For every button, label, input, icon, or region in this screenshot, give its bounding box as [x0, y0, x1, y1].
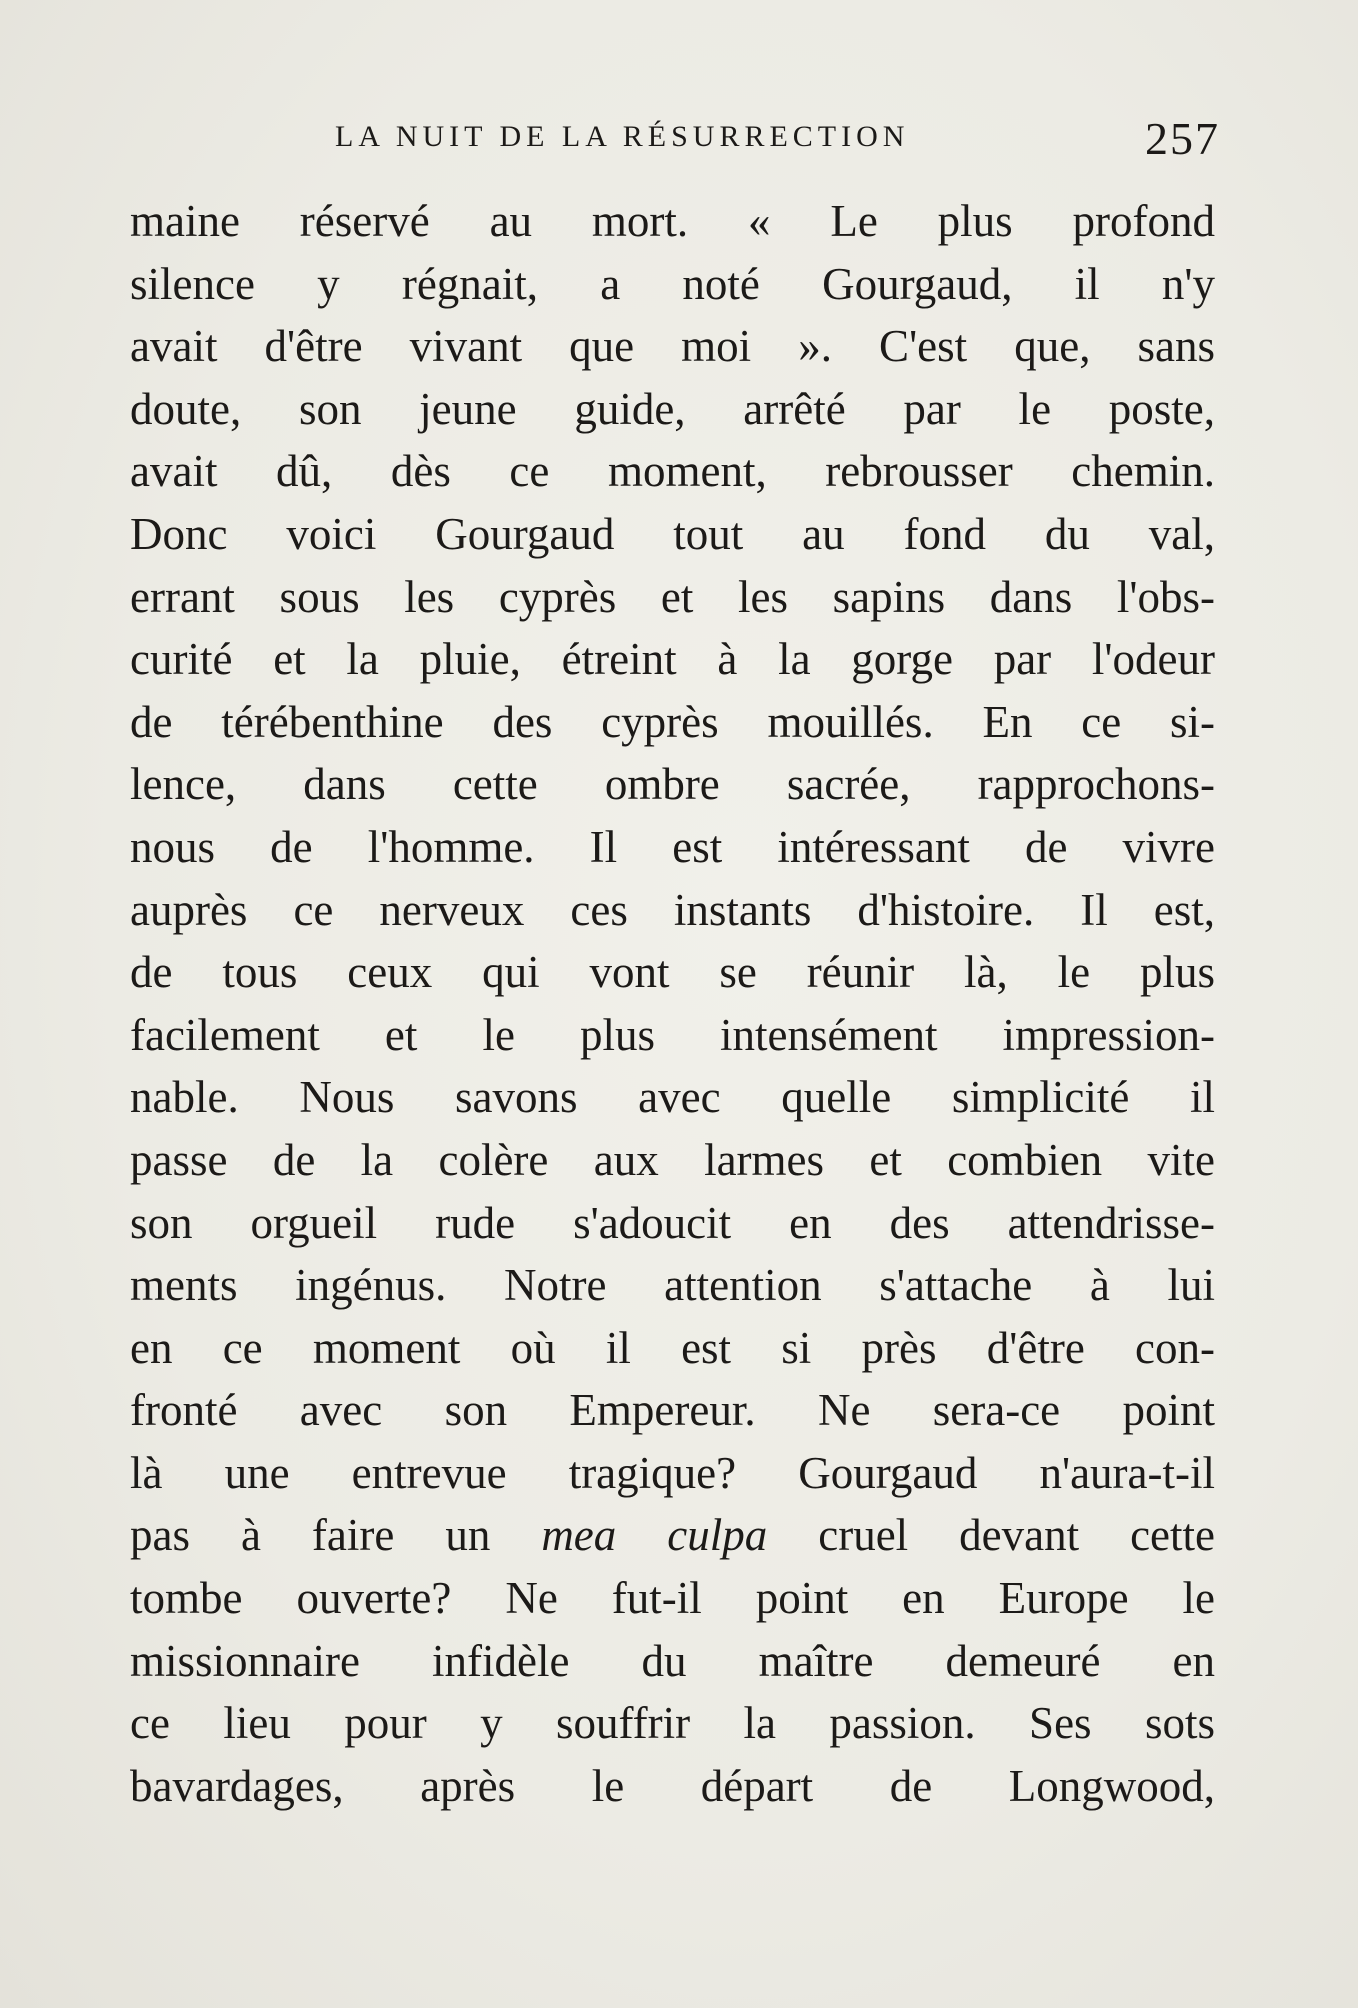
text-line: de térébenthine des cyprès mouillés. En ce si- — [130, 696, 1215, 747]
text-line: lence, dans cette ombre sacrée, rapprochons- — [130, 759, 1215, 810]
text-line: nous de l'homme. Il est intéressant de vivre — [130, 821, 1215, 872]
text-line: curité et la pluie, étreint à la gorge par l'odeur — [130, 634, 1215, 685]
text-line-with-italic — [130, 1504, 1215, 1567]
text-line: en ce moment où il est si près d'être con- — [130, 1322, 1215, 1373]
text-line: son orgueil rude s'adoucit en des attendrisse- — [130, 1197, 1215, 1248]
text-line: facilement et le plus intensément impression- — [130, 1009, 1215, 1060]
text-line: avait dû, dès ce moment, rebrousser chemin. — [130, 446, 1215, 497]
text-line: nable. Nous savons avec quelle simplicité il — [130, 1072, 1215, 1123]
text-line: là une entrevue tragique? Gourgaud n'aura-t-il — [130, 1447, 1215, 1498]
running-head — [130, 112, 1220, 172]
text-line: de tous ceux qui vont se réunir là, le plus — [130, 947, 1215, 998]
running-title: LA NUIT DE LA RÉSURRECTION — [335, 120, 910, 153]
text-line: missionnaire infidèle du maître demeuré en — [130, 1635, 1215, 1686]
page-number: 257 — [1145, 113, 1220, 164]
text-line: ce lieu pour y souffrir la passion. Ses sots — [130, 1698, 1215, 1749]
text-line: errant sous les cyprès et les sapins dans l'obs- — [130, 571, 1215, 622]
text-line: tombe ouverte? Ne fut-il point en Europe le — [130, 1573, 1215, 1624]
text-line: maine réservé au mort. « Le plus profond — [130, 196, 1215, 246]
body-text — [130, 190, 1215, 1817]
text-segment: pas à faire un — [130, 1510, 542, 1561]
italic-phrase: mea culpa — [541, 1510, 768, 1561]
text-line: Donc voici Gourgaud tout au fond du val, — [130, 508, 1215, 559]
text-line: passe de la colère aux larmes et combien vite — [130, 1134, 1215, 1185]
text-line: doute, son jeune guide, arrêté par le poste, — [130, 383, 1215, 434]
text-line: ments ingénus. Notre attention s'attache à lui — [130, 1260, 1215, 1311]
text-segment: cruel devant cette — [767, 1510, 1215, 1561]
text-line: avait d'être vivant que moi ». C'est que, sans — [130, 321, 1215, 372]
text-line: auprès ce nerveux ces instants d'histoire. Il est, — [130, 884, 1215, 935]
text-line: fronté avec son Empereur. Ne sera-ce point — [130, 1385, 1215, 1436]
text-line: bavardages, après le départ de Longwood, — [130, 1760, 1215, 1811]
text-line: silence y régnait, a noté Gourgaud, il n'y — [130, 258, 1215, 309]
